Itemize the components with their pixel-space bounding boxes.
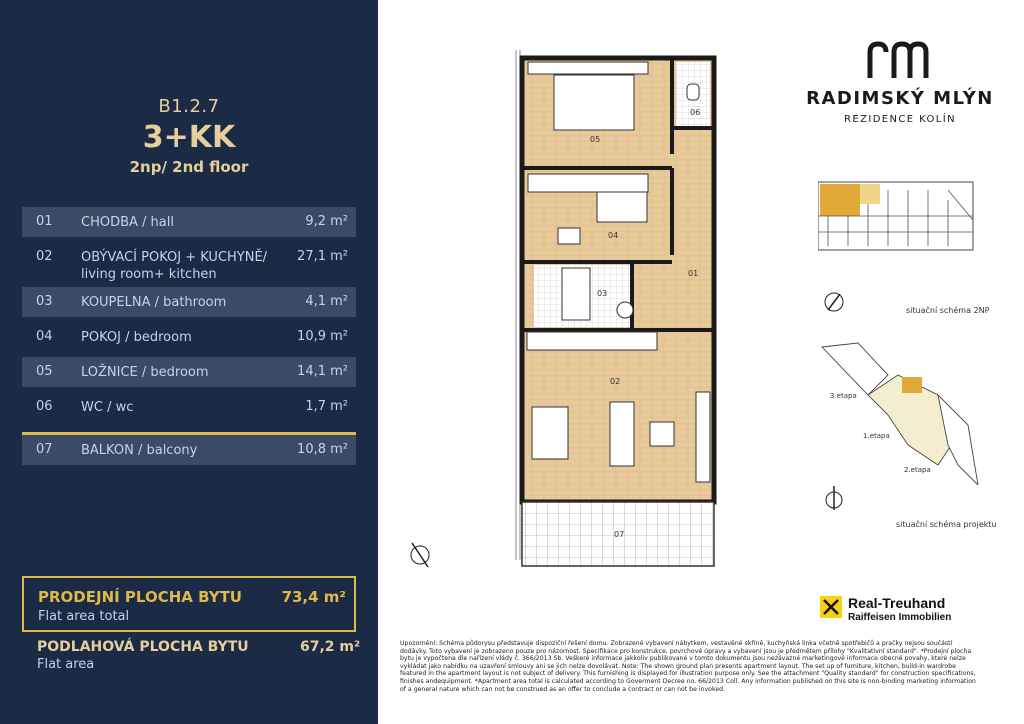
compass-icon — [822, 290, 846, 314]
brand-logo — [860, 40, 940, 80]
room-name: OBÝVACÍ POKOJ + KUCHYNĚ/ living room+ kitchen — [81, 250, 268, 282]
room-row — [22, 207, 356, 237]
room-number: 05 — [36, 364, 53, 379]
wardrobe — [528, 62, 648, 74]
room-number: 04 — [36, 329, 53, 344]
room-area: 10,8 m² — [297, 442, 348, 457]
room-number: 07 — [36, 442, 53, 457]
desk-chair — [558, 228, 580, 244]
bathtub — [562, 268, 590, 320]
room-area: 14,1 m² — [297, 364, 348, 379]
company-subtitle: Raiffeisen Immobilien — [848, 612, 952, 623]
room-label-03: 03 — [597, 289, 608, 298]
room-list — [22, 207, 356, 427]
unit-type: 3+KK — [142, 120, 236, 155]
sale-area-box — [22, 576, 356, 632]
room-area: 27,1 m² — [297, 249, 348, 264]
legal-disclaimer: Upozornění: Schéma půdorysu představuje dispoziční řešení domu. Zobrazené vybavení nábytkem, vestavěné skříně, kuchyňská linka včetně spotřebičů a pračky nejsou součástí dodávky. Toto vybavení je zobrazeno pouze pro názornost. Specifikace pro konstrukce, povrchové úpravy a vybavení jsou je předmětem přílohy "Kvalitativní standard". *Prodejní plocha bytu je vypočtena dle nařízení vlády č. 366/2013 Sb. Veškeré informace jakkoliv publikované v tomto dokumentu jsou nezávazné marketingové informace obecné povahy, které nelze vykládat jako nabídku na uzavření smlouvy ani se jich nelze dovolávat. Note: The shown ground plan presents apartment layout. The set up of furniture, kitchen, build-in wardrobe featured in the apartment layout is not subject of delivery. This furnishing is displayed for illustration purpose only. See the attachment "Quality standard" for construction specifications, finishes andequipment. *Apartment area total is calculated according to Goverment Decree no. 66/2013 Coll. Any information published on this site is non-binding marketing information of a general nature which can not be construed as an offer to conclude a contract or can not be invoked. — [400, 640, 976, 693]
room-label-06: 06 — [690, 108, 701, 117]
room-row — [22, 357, 356, 387]
room-label-04: 04 — [608, 231, 619, 240]
room-label-02: 02 — [610, 377, 621, 386]
room-number: 02 — [36, 249, 53, 264]
compass-icon — [824, 484, 844, 512]
room-name: CHODBA / hall — [81, 215, 174, 230]
sale-area-value: 73,4 m² — [281, 588, 346, 606]
room-label-05: 05 — [590, 135, 601, 144]
wardrobe — [528, 174, 648, 192]
single-bed — [597, 192, 647, 222]
kitchen-counter — [527, 332, 657, 350]
room-number: 03 — [36, 294, 53, 309]
room-name: POKOJ / bedroom — [81, 330, 192, 345]
coffee-table — [650, 422, 674, 446]
room-name: BALKON / balcony — [81, 443, 198, 458]
unit-code: B1.2.7 — [158, 96, 220, 117]
company-name: Real-Treuhand — [848, 595, 946, 611]
floor-area-subtitle: Flat area — [37, 657, 95, 672]
room-number: 01 — [36, 214, 53, 229]
dining-table — [532, 407, 568, 459]
sale-area-subtitle: Flat area total — [38, 609, 130, 624]
floor-plan-drawing — [382, 40, 762, 640]
unit-highlight — [820, 184, 860, 216]
washing-machine — [617, 302, 633, 318]
sofa — [610, 402, 634, 466]
floor-scheme — [818, 180, 978, 260]
room-row — [22, 242, 356, 282]
room-row — [22, 287, 356, 317]
room-label-07: 07 — [614, 530, 625, 539]
room-name: WC / wc — [81, 400, 134, 415]
double-bed — [554, 75, 634, 130]
unit-floor: 2np/ 2nd floor — [129, 158, 249, 176]
room-number: 06 — [36, 399, 53, 414]
room-name: LOŽNICE / bedroom — [81, 365, 209, 380]
room-row — [22, 392, 356, 422]
raiffeisen-logo-icon — [820, 596, 842, 618]
room-area: 9,2 m² — [305, 214, 348, 229]
brand-subtitle: REZIDENCE KOLÍN — [844, 114, 956, 125]
toilet — [687, 84, 699, 100]
sale-area-title: PRODEJNÍ PLOCHA BYTU — [38, 588, 242, 606]
room-row — [22, 435, 356, 465]
brand-name: RADIMSKÝ MLÝN — [806, 88, 994, 109]
room-label-01: 01 — [688, 269, 699, 278]
stage-3-label: 3.etapa — [830, 392, 857, 400]
floor-area-title: PODLAHOVÁ PLOCHA BYTU — [37, 639, 249, 655]
tv-unit — [696, 392, 710, 482]
floor-scheme-caption: situační schéma 2NP — [906, 306, 990, 315]
room-area: 1,7 m² — [305, 399, 348, 414]
project-scheme-caption: situační schéma projektu — [896, 520, 997, 529]
floor-area-value: 67,2 m² — [300, 639, 361, 655]
stage-2-label: 2.etapa — [904, 466, 931, 474]
project-highlight — [902, 377, 922, 393]
project-scheme — [818, 335, 983, 485]
room-area: 10,9 m² — [297, 329, 348, 344]
stage-1-label: 1.etapa — [863, 432, 890, 440]
info-panel — [0, 0, 378, 724]
room-area: 4,1 m² — [305, 294, 348, 309]
room-row — [22, 322, 356, 352]
room-name: KOUPELNA / bathroom — [81, 295, 227, 310]
